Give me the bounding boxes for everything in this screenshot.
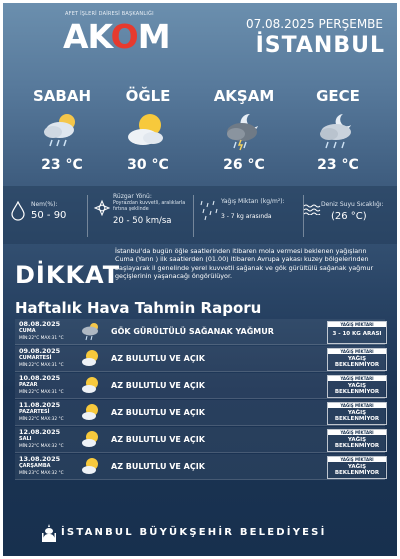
row-date: 09.08.2025 bbox=[19, 347, 61, 355]
row-date: 12.08.2025 bbox=[19, 428, 61, 436]
rain-amount-header: YAĞIŞ MİKTARI bbox=[328, 457, 386, 462]
storm-cloud-icon bbox=[81, 321, 101, 341]
table-row bbox=[15, 346, 385, 372]
divider bbox=[193, 195, 194, 237]
row-date: 11.08.2025 bbox=[19, 401, 61, 409]
wind-block bbox=[113, 193, 191, 239]
row-minmax: MİN:22°C MAX:31 °C bbox=[19, 390, 64, 395]
sea-temp-value: (26 °C) bbox=[331, 211, 367, 222]
period-noon-label: ÖĞLE bbox=[125, 87, 171, 105]
sun-cloud-icon bbox=[81, 429, 101, 449]
weekly-title: Haftalık Hava Tahmin Raporu bbox=[15, 299, 262, 317]
wind-description: Poyrazdan kuvvetli, aralıklarla fırtına şeklinde bbox=[113, 201, 186, 212]
rain-amount-header: YAĞIŞ MİKTARI bbox=[328, 430, 386, 435]
weather-poster bbox=[3, 3, 397, 556]
row-day: PAZAR bbox=[19, 382, 38, 388]
row-description: AZ BULUTLU VE AÇIK bbox=[111, 354, 205, 363]
rain-amount-box bbox=[327, 456, 387, 479]
table-row bbox=[15, 427, 385, 453]
warning-text: İstanbul'da bugün öğle saatlerinden itibaren mola vermesi beklenen yağışların Cuma (Yarın ) ilk saatlerden (01.00) itibaren Avrupa yakası kuzey bölgelerinden başlayarak il genelinde yerel kuvvetli sağanak ve gök gürültülü sağanak yağmur geçişlerinin yaşanacağı öngörülüyor. bbox=[115, 247, 374, 280]
rain-amount-box bbox=[327, 375, 387, 398]
ibb-logo-icon bbox=[41, 523, 57, 543]
period-morning-label: SABAH bbox=[32, 87, 91, 105]
sun-cloud-icon bbox=[81, 456, 101, 476]
row-minmax: MİN:22°C MAX:31 °C bbox=[19, 363, 64, 368]
period-night-temp: 23 °C bbox=[317, 157, 359, 173]
footer-municipality: İSTANBUL BÜYÜKŞEHİR BELEDİYESİ bbox=[61, 527, 327, 538]
row-minmax: MİN:22°C MAX:32 °C bbox=[19, 417, 64, 422]
partly-cloudy-rain-icon bbox=[40, 108, 84, 152]
period-noon-temp: 30 °C bbox=[127, 157, 169, 173]
rain-amount-value: YAĞIŞ BEKLENMİYOR bbox=[334, 464, 380, 477]
logo-part-o: O bbox=[110, 17, 138, 56]
wind-vane-icon bbox=[93, 199, 111, 217]
rain-amount-box bbox=[327, 429, 387, 452]
rain-value: 3 - 7 kg arasında bbox=[221, 213, 272, 220]
rain-amount-header: YAĞIŞ MİKTARI bbox=[328, 322, 386, 327]
wind-value: 20 - 50 km/sa bbox=[113, 215, 172, 226]
akom-logo bbox=[63, 17, 170, 56]
table-row bbox=[15, 373, 385, 399]
waves-icon bbox=[303, 203, 321, 215]
rain-amount-value: YAĞIŞ BEKLENMİYOR bbox=[334, 437, 380, 450]
night-rain-icon bbox=[316, 108, 360, 152]
rain-amount-box bbox=[327, 348, 387, 371]
report-date: 07.08.2025 PERŞEMBE bbox=[245, 17, 383, 31]
rain-amount-value: 3 - 10 KG ARASI bbox=[332, 331, 382, 337]
divider bbox=[87, 195, 88, 237]
sea-temp-label: Deniz Suyu Sıcaklığı: bbox=[321, 201, 384, 208]
row-minmax: MİN:22°C MAX:32 °C bbox=[19, 444, 64, 449]
row-description: AZ BULUTLU VE AÇIK bbox=[111, 381, 205, 390]
rain-amount-value: YAĞIŞ BEKLENMİYOR bbox=[334, 410, 380, 423]
droplet-icon bbox=[11, 201, 25, 221]
logo-part-m: M bbox=[137, 17, 170, 56]
sun-cloud-icon bbox=[81, 402, 101, 422]
period-evening-temp: 26 °C bbox=[223, 157, 265, 173]
rain-amount-header: YAĞIŞ MİKTARI bbox=[328, 349, 386, 354]
table-row bbox=[15, 454, 385, 480]
row-day: SALI bbox=[19, 436, 32, 442]
rain-amount-box bbox=[327, 321, 387, 344]
row-date: 10.08.2025 bbox=[19, 374, 61, 382]
sun-cloud-icon bbox=[81, 375, 101, 395]
row-day: ÇARŞAMBA bbox=[19, 463, 51, 469]
sea-temp-block bbox=[321, 193, 395, 239]
table-row bbox=[15, 319, 385, 345]
humidity-block bbox=[31, 193, 91, 239]
night-storm-icon bbox=[222, 108, 266, 152]
period-morning-temp: 23 °C bbox=[41, 157, 83, 173]
row-day: CUMA bbox=[19, 328, 36, 334]
rain-amount-box bbox=[327, 402, 387, 425]
sun-cloud-icon bbox=[126, 108, 170, 152]
rain-block bbox=[221, 193, 303, 239]
sun-cloud-icon bbox=[81, 348, 101, 368]
row-day: PAZARTESİ bbox=[19, 409, 50, 415]
humidity-value: 50 - 90 bbox=[31, 210, 67, 221]
logo-tagline: AFET İŞLERİ DAİRESİ BAŞKANLIĞI bbox=[65, 11, 154, 17]
period-night-label: GECE bbox=[316, 87, 360, 105]
logo-part-ak: AK bbox=[63, 17, 111, 56]
row-description: GÖK GÜRÜLTÜLÜ SAĞANAK YAĞMUR bbox=[111, 327, 274, 336]
warning-title: DİKKAT bbox=[15, 261, 121, 289]
rain-amount-header: YAĞIŞ MİKTARI bbox=[328, 403, 386, 408]
rain-label: Yağış Miktarı (kg/m²): bbox=[221, 198, 285, 205]
row-minmax: MİN:23°C MAX:32 °C bbox=[19, 471, 64, 476]
rain-amount-value: YAĞIŞ BEKLENMİYOR bbox=[334, 383, 380, 396]
row-description: AZ BULUTLU VE AÇIK bbox=[111, 435, 205, 444]
city-name: İSTANBUL bbox=[255, 33, 385, 58]
divider bbox=[303, 195, 304, 237]
rain-amount-header: YAĞIŞ MİKTARI bbox=[328, 376, 386, 381]
row-description: AZ BULUTLU VE AÇIK bbox=[111, 408, 205, 417]
rain-amount-value: YAĞIŞ BEKLENMİYOR bbox=[334, 356, 380, 369]
humidity-label: Nem(%): bbox=[31, 201, 58, 208]
row-description: AZ BULUTLU VE AÇIK bbox=[111, 462, 205, 471]
period-evening-label: AKŞAM bbox=[213, 87, 275, 105]
row-minmax: MİN:22°C MAX:31 °C bbox=[19, 336, 64, 341]
wind-label: Rüzgar Yönü: bbox=[113, 193, 152, 200]
row-date: 13.08.2025 bbox=[19, 455, 61, 463]
row-day: CUMARTESİ bbox=[19, 355, 52, 361]
rain-drops-icon bbox=[198, 199, 220, 221]
table-row bbox=[15, 400, 385, 426]
row-date: 08.08.2025 bbox=[19, 320, 61, 328]
